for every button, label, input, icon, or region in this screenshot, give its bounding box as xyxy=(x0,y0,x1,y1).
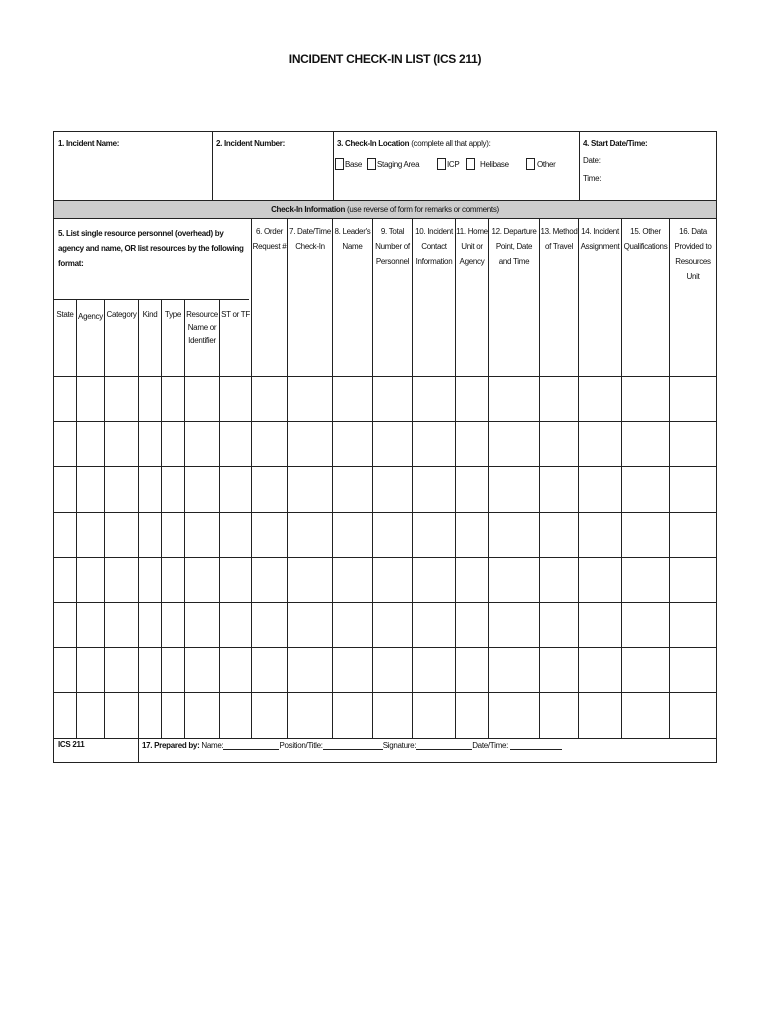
location-label: Other xyxy=(537,159,556,169)
col-7-header: 7. Date/Time Check-In xyxy=(289,227,331,251)
row-line xyxy=(54,692,716,693)
col-15-header: 15. Other Qualifications xyxy=(623,227,668,251)
band-title: Check-In Information xyxy=(271,205,346,214)
divider xyxy=(669,219,670,738)
divider xyxy=(333,132,334,200)
subcol-st-or-tf: ST or TF xyxy=(221,310,250,319)
row-line xyxy=(54,647,716,648)
col-8-header: 8. Leader's Name xyxy=(334,227,371,251)
name-field[interactable] xyxy=(223,740,279,750)
divider xyxy=(372,219,373,738)
location-label: Helibase xyxy=(480,159,509,169)
col-14-header: 14. Incident Assignment xyxy=(580,227,620,251)
form-id: ICS 211 xyxy=(58,740,85,749)
col-11-header: 11. Home Unit or Agency xyxy=(456,227,488,266)
location-base[interactable] xyxy=(335,158,362,170)
checkbox[interactable] xyxy=(437,158,446,170)
prepared-by-label: 17. Prepared by: xyxy=(142,741,200,750)
location-helibase[interactable] xyxy=(466,158,509,170)
divider xyxy=(412,219,413,738)
col-9-header: 9. Total Number of Personnel xyxy=(375,227,410,266)
row-line xyxy=(54,602,716,603)
location-label: ICP xyxy=(447,159,460,169)
divider xyxy=(488,219,489,738)
subcol-state: State xyxy=(56,310,74,319)
checkin-location-note: (complete all that apply): xyxy=(411,139,491,148)
row-line xyxy=(54,557,716,558)
ics211-form xyxy=(53,131,717,763)
datetime-label: Date/Time: xyxy=(472,741,509,750)
divider xyxy=(287,219,288,738)
divider xyxy=(212,132,213,200)
subcol-agency: Agency xyxy=(78,312,103,321)
location-label: Staging Area xyxy=(377,159,420,169)
checkbox[interactable] xyxy=(335,158,344,170)
row-line xyxy=(54,512,716,513)
footer-line xyxy=(54,738,716,739)
divider xyxy=(539,219,540,738)
divider xyxy=(219,299,220,738)
divider xyxy=(332,219,333,738)
name-label: Name: xyxy=(201,741,224,750)
signature-label: Signature: xyxy=(382,741,417,750)
position-label: Position/Title: xyxy=(279,741,323,750)
divider xyxy=(138,738,139,762)
checkbox[interactable] xyxy=(526,158,535,170)
datetime-field[interactable] xyxy=(510,740,562,750)
location-staging-area[interactable] xyxy=(367,158,419,170)
checkbox[interactable] xyxy=(466,158,475,170)
divider xyxy=(184,299,185,738)
divider xyxy=(251,219,252,738)
position-field[interactable] xyxy=(323,740,383,750)
start-datetime-label: 4. Start Date/Time: xyxy=(583,139,648,148)
col-10-header: 10. Incident Contact Information xyxy=(415,227,453,266)
divider xyxy=(54,299,249,300)
row-line xyxy=(54,376,716,377)
col-13-header: 13. Method of Travel xyxy=(540,227,578,251)
divider xyxy=(579,132,580,200)
subcol-resource-name: Resource Name or Identifier xyxy=(186,310,218,345)
divider xyxy=(578,219,579,738)
location-icp[interactable] xyxy=(437,158,459,170)
row-line xyxy=(54,421,716,422)
divider xyxy=(76,299,77,738)
location-other[interactable] xyxy=(526,158,556,170)
col-5-header: 5. List single resource personnel (overhead) by agency and name, OR list resources by the following format: xyxy=(58,229,244,268)
signature-field[interactable] xyxy=(416,740,472,750)
row-line xyxy=(54,466,716,467)
band-note: (use reverse of form for remarks or comments) xyxy=(347,205,499,214)
date-label: Date: xyxy=(583,156,601,165)
location-label: Base xyxy=(345,159,363,169)
divider xyxy=(161,299,162,738)
incident-number-label: 2. Incident Number: xyxy=(216,139,285,148)
checkbox[interactable] xyxy=(367,158,376,170)
prepared-by-line xyxy=(142,740,562,750)
checkin-location-label xyxy=(337,138,491,149)
divider xyxy=(104,299,105,738)
checkin-information-band xyxy=(54,200,716,219)
time-label: Time: xyxy=(583,174,602,183)
col-12-header: 12. Departure Point, Date and Time xyxy=(491,227,537,266)
form-title: INCIDENT CHECK-IN LIST (ICS 211) xyxy=(288,52,482,66)
divider xyxy=(455,219,456,738)
col-6-header: 6. Order Request # xyxy=(252,227,287,251)
subcol-kind: Kind xyxy=(142,310,158,319)
subcol-category: Category xyxy=(106,310,137,319)
col-16-header: 16. Data Provided to Resources Unit xyxy=(674,227,712,281)
divider xyxy=(621,219,622,738)
divider xyxy=(138,299,139,738)
checkin-location-title: 3. Check-In Location xyxy=(337,139,410,148)
subcol-type: Type xyxy=(164,310,182,319)
incident-name-label: 1. Incident Name: xyxy=(58,139,120,148)
